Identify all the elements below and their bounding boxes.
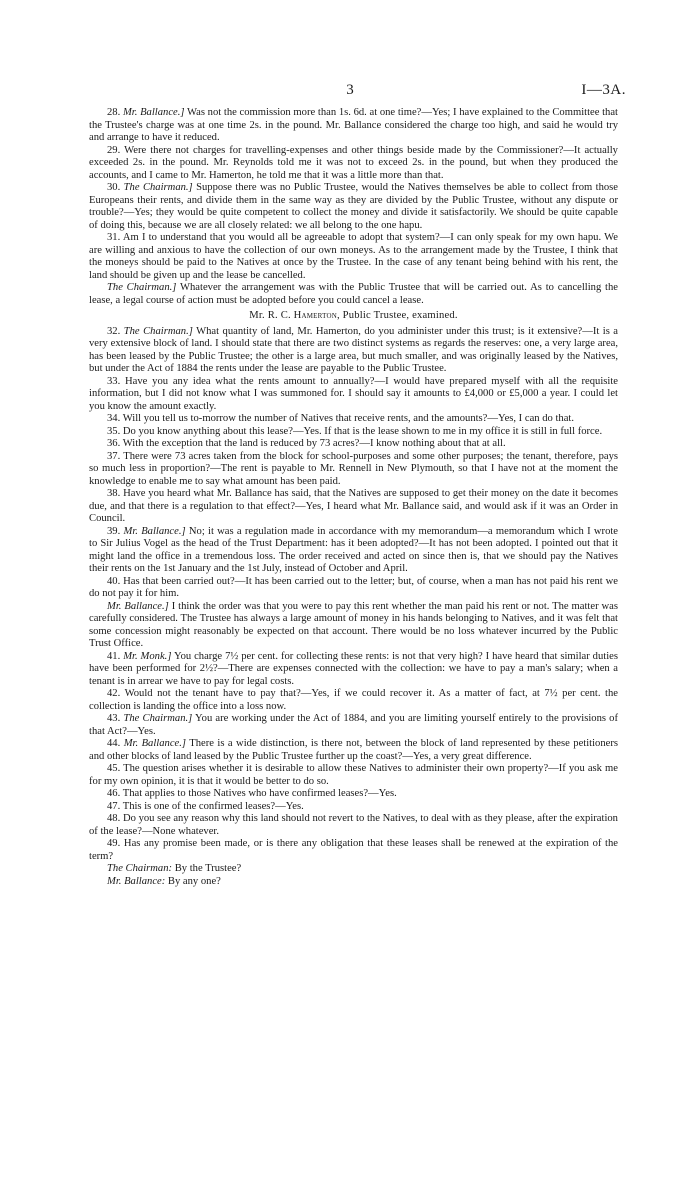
question-number: 35.: [107, 425, 121, 437]
question-paragraph: [89, 451, 618, 489]
question-number: 29.: [107, 144, 121, 156]
question-text: Have you heard what Mr. Ballance has said, that the Natives are supposed to get their money on the date it becomes due, and that there is a regulation to that effect?—Yes, I heard what Mr. Ballance said, and would ask if it was an Order in Council.: [89, 488, 618, 524]
question-text: Has any promise been made, or is there any obligation that these leases shall be renewed at the expiration of the term?: [89, 838, 618, 862]
speaker-name: Mr. Monk.]: [123, 650, 172, 662]
speaker-name: The Chairman.]: [123, 325, 193, 337]
witness-heading-prefix: Mr. R. C.: [249, 310, 294, 321]
question-paragraph: [89, 145, 618, 183]
question-number: 41.: [107, 650, 121, 662]
closing-line: [89, 863, 618, 876]
question-text: I think the order was that you were to pay this rent whether the man paid his rent or not. The matter was carefully considered. The Trustee has always a large amount of money in his hands belonging to Natives, and it was felt that some concession might reasonably be expected on that account. There would be no loss whatever incurred by the Public Trust Office.: [89, 600, 618, 649]
closing-text: By the Trustee?: [172, 863, 242, 874]
question-text: There were 73 acres taken from the block for school-purposes and some other purposes; the tenant, therefore, pays so much less in proportion?—The rent is payable to Mr. Rennell in New Plymouth, so that I have not at the moment the knowledge to enable me to say what amount has been paid.: [89, 450, 618, 487]
question-number: 44.: [107, 738, 121, 749]
document-reference: I—3A.: [581, 82, 626, 98]
closing-text: By any one?: [165, 875, 221, 887]
question-paragraph: [89, 182, 618, 232]
speaker-name: Mr. Ballance.]: [122, 107, 185, 118]
question-text: Were there not charges for travelling-expenses and other things beside made by the Commissioner?—It actually exceeded 2s. in the pound. Mr. Reynolds told me it was not to exceed 2s. in the pound, but when they produced the accounts, and I came to Mr. Hamerton, he told me that it was a little more than that.: [89, 144, 618, 181]
page-number: 3: [346, 82, 354, 98]
question-text: Do you see any reason why this land should not revert to the Natives, to deal with as they please, after the expiration of the lease?—None whatever.: [89, 813, 618, 837]
question-text: The question arises whether it is desirable to allow these Natives to administer their own property?—If you ask me for my own opinion, it is that it would be better to do so.: [89, 763, 618, 787]
question-paragraph: [89, 526, 618, 576]
closing-lines: [89, 863, 618, 888]
question-text: What quantity of land, Mr. Hamerton, do you administer under this trust; is it extensive?—It is a very extensive block of land. I should state that there are two distinct systems as regards the reserves: one, a very large area, has been leased by the Public Trustee; the other is a large area, but much smaller, and was originally leased by the Natives, but under the Act of 1884 the rents under the lease are payable to the Public Trustee.: [89, 325, 619, 374]
question-paragraph: [89, 813, 618, 838]
speaker-name: The Chairman.]: [107, 282, 177, 293]
question-number: 39.: [107, 525, 121, 537]
question-text: Whatever the arrangement was with the Public Trustee that will be carried out. As to cancelling the lease, a legal course of action must be adopted before you could cancel a lease.: [89, 282, 618, 306]
question-text: Would not the tenant have to pay that?—Yes, if we could recover it. As a matter of fact, at 7½ per cent. the collection is landing the office into a loss now.: [89, 688, 618, 712]
question-number: 48.: [107, 813, 121, 824]
question-number: 36.: [107, 438, 121, 449]
evidence-part-1: [89, 107, 618, 307]
closing-line: [89, 876, 618, 889]
witness-heading-suffix: , Public Trustee, examined.: [336, 310, 458, 321]
question-number: 33.: [107, 375, 121, 387]
question-number: 30.: [107, 182, 121, 193]
question-number: 40.: [107, 575, 121, 587]
question-number: 47.: [107, 800, 121, 812]
question-text: This is one of the confirmed leases?—Yes.: [122, 800, 304, 812]
speaker-name: Mr. Ballance.]: [123, 738, 186, 749]
question-paragraph: [89, 438, 618, 451]
question-text: Suppose there was no Public Trustee, would the Natives themselves be able to collect from those Europeans their rents, and divide them in the same way as they are divided by the Public Trustee, without any dispute or trouble?—Yes; they would be quite competent to collect the money and divide it satisfactorily. We should be quite capable of doing this, because we are all closely related: we all belong to the one hapu.: [89, 182, 619, 231]
question-number: 45.: [107, 763, 121, 774]
question-text: No; it was a regulation made in accordance with my memorandum—a memorandum which I wrote to Sir Julius Vogel as the head of the Trust Department: has it been adopted?—It has not been adopted. I pointed out that it might land the office in a tremendous loss. The order received and acted on since then is, that we should pay the Natives their rents on the 1st January and the 1st July, instead of October and April.: [89, 525, 619, 574]
question-text: Have you any idea what the rents amount to annually?—I would have prepared myself with all the requisite information, but I did not know what I was summoned for. I should say it amounts to £4,000 or £5,000 a year. I could let you know the amount exactly.: [89, 375, 618, 412]
speaker-name: Mr. Ballance.]: [123, 525, 186, 537]
question-paragraph: [89, 426, 618, 439]
question-number: 38.: [107, 488, 121, 499]
question-text: That applies to those Natives who have confirmed leases?—Yes.: [122, 788, 397, 799]
question-number: 46.: [107, 788, 121, 799]
question-paragraph: [89, 788, 618, 801]
question-paragraph: [89, 601, 618, 651]
question-paragraph: [89, 838, 618, 863]
speaker-name: Mr. Ballance:: [107, 875, 166, 887]
question-paragraph: [89, 232, 618, 282]
question-paragraph: [89, 488, 618, 526]
question-paragraph: [89, 107, 618, 145]
question-text: You are working under the Act of 1884, and you are limiting yourself entirely to the provisions of that Act?—Yes.: [89, 713, 618, 737]
question-paragraph: [89, 688, 618, 713]
question-text: Was not the commission more than 1s. 6d. at one time?—Yes; I have explained to the Committee that the Trustee's charge was at one time 2s. in the pound. Mr. Ballance considered the charge too high, and said he would try and arrange to have it reduced.: [89, 107, 619, 143]
question-text: Do you know anything about this lease?—Yes. If that is the lease shown to me in my office it is still in full force.: [122, 425, 603, 437]
question-paragraph: [89, 713, 618, 738]
question-paragraph: [89, 326, 618, 376]
witness-heading: [89, 310, 618, 323]
body-text: [89, 107, 618, 888]
question-text: There is a wide distinction, is there not, between the block of land represented by these petitioners and other blocks of land leased by the Public Trustee further up the coast?—Yes, a very great difference.: [89, 738, 618, 762]
question-paragraph: [89, 282, 618, 307]
question-number: 28.: [107, 107, 121, 118]
witness-name: Hamerton: [293, 310, 337, 321]
question-number: 43.: [107, 713, 121, 724]
question-number: 32.: [107, 325, 121, 337]
speaker-name: The Chairman.]: [123, 713, 193, 724]
speaker-name: Mr. Ballance.]: [107, 600, 169, 612]
question-number: 42.: [107, 688, 121, 699]
question-text: You charge 7½ per cent. for collecting these rents: is not that very high? I have heard that similar duties have been performed for 2½?—There are expenses connected with the collection: we have to pay a man's salary; when a tenant is in arrear we have to pay for legal costs.: [89, 650, 618, 687]
question-number: 37.: [107, 450, 121, 462]
question-text: Has that been carried out?—It has been carried out to the letter; but, of course, when a man has not paid his rent we do not pay it for him.: [89, 575, 619, 599]
evidence-part-2: [89, 326, 618, 864]
question-text: Am I to understand that you would all be agreeable to adopt that system?—I can only speak for my own hapu. We are willing and anxious to have the collection of our own moneys. As to the arrangement made by the Trustee, I think that the moneys should be paid to the Natives at once by the Trustee. In the case of any tenant being behind with his rent, the land should be given up and the lease be cancelled.: [89, 232, 618, 281]
question-paragraph: [89, 738, 618, 763]
speaker-name: The Chairman:: [107, 863, 173, 874]
question-paragraph: [89, 576, 618, 601]
question-paragraph: [89, 763, 618, 788]
question-paragraph: [89, 413, 618, 426]
speaker-name: The Chairman.]: [123, 182, 193, 193]
question-text: With the exception that the land is reduced by 73 acres?—I know nothing about that at all.: [122, 438, 506, 449]
question-text: Will you tell us to-morrow the number of Natives that receive rents, and the amounts?—Yes, I can do that.: [122, 413, 574, 424]
question-paragraph: [89, 801, 618, 814]
question-number: 49.: [107, 838, 121, 849]
question-paragraph: [89, 376, 618, 414]
question-paragraph: [89, 651, 618, 689]
question-number: 31.: [107, 232, 121, 243]
question-number: 34.: [107, 413, 121, 424]
